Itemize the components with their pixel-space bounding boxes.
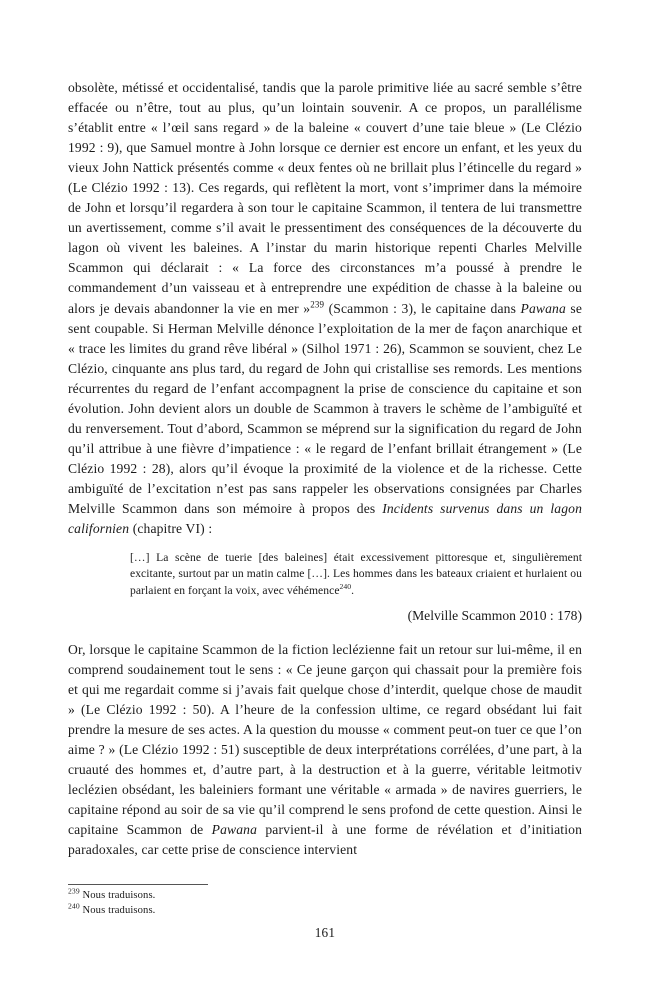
italic-title: Pawana	[211, 822, 258, 838]
footnote-marker-239: 239	[68, 886, 80, 896]
footnote-section	[68, 884, 582, 918]
footnote-reference-239: 239	[310, 298, 325, 309]
blockquote-citation: (Melville Scammon 2010 : 178)	[407, 607, 582, 623]
page-content	[68, 78, 582, 860]
spacer-before-blockquote	[68, 539, 582, 550]
body-paragraph-2: Or, lorsque le capitaine Scammon de la fiction leclézienne fait un retour sur lui-même, il en comprend soudainement tout le sens : « Ce jeune garçon qui chassait pour la première fois et qui me regardait comme si j’avais fait quelque chose d’interdit, quelque chose de maudit » (Le Clézio 1992 : 50). A l’heure de la confession ultime, ce regard obsédant lui fait prendre la mesure de ses actes. A la question du mousse « comment peut-on tuer ce que l’on aime ? » (Le Clézio 1992 : 51) susceptible de deux interprétations corrélées, d’une part, à la cruauté des hommes et, d’autre part, à la destruction et à la guerre, véritable leitmotiv leclézien obsédant, les baleiniers formant une véritable « armada » de navires guerriers, le capitaine répond au soir de sa vie qu’il comprend le sens profond de cette question. Ainsi le capitaine Scammon de Pawana parvient-il à une forme de révélation et d’initiation paradoxales, car cette prise de conscience intervient	[68, 641, 582, 858]
blockquote-scammon: […] La scène de tuerie [des baleines] était excessivement pittoresque et, singulièrement excitante, surtout par un matin calme […]. Les hommes dans les bateaux criaient et hurlaient ou parlaient en forçant la voix, avec véhémence$^{240}$.	[130, 551, 582, 597]
footnote-text: Nous traduisons.	[79, 904, 156, 916]
italic-title: Pawana	[520, 300, 566, 316]
italic-title: Incidents survenus dans un lagon californien	[68, 500, 583, 537]
body-paragraph-1: obsolète, métissé et occidentalisé, tandis que la parole primitive liée au sacré semble s’être effacée ou n’être, tout au plus, qu’un lointain souvenir. A ce propos, un parallélisme s’établit entre « l’œil sans regard » de la baleine « couvert d’une taie bleue » (Le Clézio 1992 : 9), que Samuel montre à John lorsque ce dernier est encore un enfant, et les yeux du vieux John Nattick présentés comme « deux fentes où ne brillait plus l’étincelle du regard » (Le Clézio 1992 : 13). Ces regards, qui reflètent la mort, vont s’imprimer dans la mémoire de John et lorsqu’il regardera à son tour le capitaine Scammon, il tentera de lui transmettre un avertissement, comme s’il avait le pressentiment des conséquences de la découverte du lagon où vivent les baleines. A l’instar du marin historique repenti Charles Melville Scammon qui déclarait : « La force des circonstances m’a poussé à prendre le commandement d’un vaisseau et à entreprendre une expédition de chasse à la baleine ou alors je devais abandonner la vie en mer »$^{239}$ (Scammon : 3), le capitaine dans Pawana se sent coupable. Si Herman Melville dénonce l’exploitation de la mer de façon anarchique et « trace les limites du grand rêve libéral » (Silhol 1971 : 26), Scammon se souvient, chez Le Clézio, cinquante ans plus tard, du regard de John qui cristallise ses remords. Les mentions récurrentes du regard de l’enfant accompagnent la prise de conscience du capitaine et son évolution. John devient alors un double de Scammon à travers le schème de l’ambiguïté et du renversement. Tout d’abord, Scammon se méprend sur la signification du regard de John qu’il attribue à une fièvre d’impatience : « le regard de l’enfant brillait étrangement » (Le Clézio 1992 : 28), alors qu’il évoque la proximité de la violence et de la richesse. Cette ambiguïté de l’excitation n’est pas sans rappeler les observations consignées par Charles Melville Scammon dans son mémoire à propos des Incidents survenus dans un lagon californien (chapitre VI) :	[68, 80, 583, 537]
footnote-text: Nous traduisons.	[79, 890, 156, 901]
spacer-before-paragraph-2	[68, 626, 582, 640]
footnote-separator-rule	[68, 884, 208, 885]
footnote-reference-240: 240	[339, 581, 352, 591]
spacer-after-blockquote	[68, 599, 582, 606]
footnote-240	[68, 901, 582, 919]
page-number: 161	[314, 925, 336, 940]
footnote-list	[68, 886, 582, 918]
footnote-239	[68, 886, 582, 904]
footnote-marker-240: 240	[68, 901, 80, 911]
